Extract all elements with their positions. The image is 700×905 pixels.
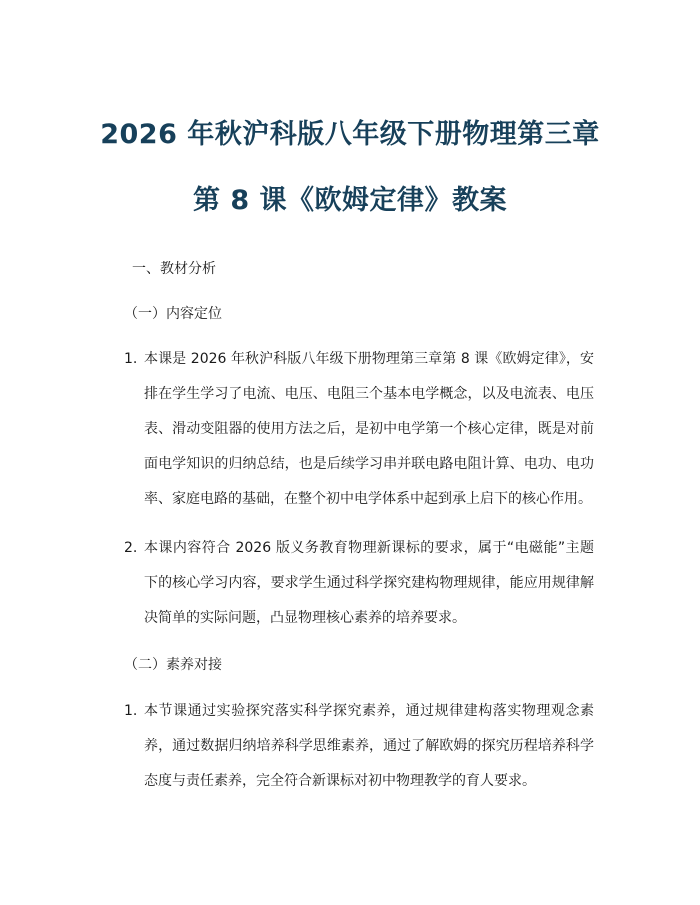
list-item-text: 本课是 2026 年秋沪科版八年级下册物理第三章第 8 课《欧姆定律》，安排在学生学习了电流、电压、电阻三个基本电学概念，以及电流表、电压表、滑动变阻器的使用方法之后，是初中电学第一个核心定律，既是对前面电学知识的归纳总结，也是后续学习串并联电路电阻计算、电功、电功率、家庭电路的基础，在整个初中电学体系中起到承上启下的核心作用。 bbox=[144, 351, 594, 507]
list-item bbox=[124, 342, 594, 517]
section-heading-textbook-analysis: 一、教材分析 bbox=[132, 261, 216, 277]
document-title-line-2: 第 8 课《欧姆定律》教案 bbox=[192, 185, 508, 216]
content-positioning-list bbox=[124, 342, 594, 636]
document-title-line-1: 2026 年秋沪科版八年级下册物理第三章 bbox=[100, 119, 600, 150]
list-item-text: 本节课通过实验探究落实科学探究素养，通过规律建构落实物理观念素养，通过数据归纳培养科学思维素养，通过了解欧姆的探究历程培养科学态度与责任素养，完全符合新课标对初中物理教学的育人要求。 bbox=[144, 703, 594, 789]
list-item-number: 1. bbox=[124, 703, 138, 719]
list-item-number: 2. bbox=[124, 540, 138, 556]
subsection-heading-content-positioning: （一）内容定位 bbox=[124, 306, 222, 322]
list-item-text: 本课内容符合 2026 版义务教育物理新课标的要求，属于“电磁能”主题下的核心学习内容，要求学生通过科学探究建构物理规律，能应用规律解决简单的实际问题，凸显物理核心素养的培养要求。 bbox=[144, 540, 594, 626]
list-item bbox=[124, 694, 594, 799]
literacy-alignment-list bbox=[124, 694, 594, 799]
list-item bbox=[124, 531, 594, 636]
list-item-number: 1. bbox=[124, 351, 138, 367]
subsection-heading-literacy-alignment: （二）素养对接 bbox=[124, 657, 222, 673]
